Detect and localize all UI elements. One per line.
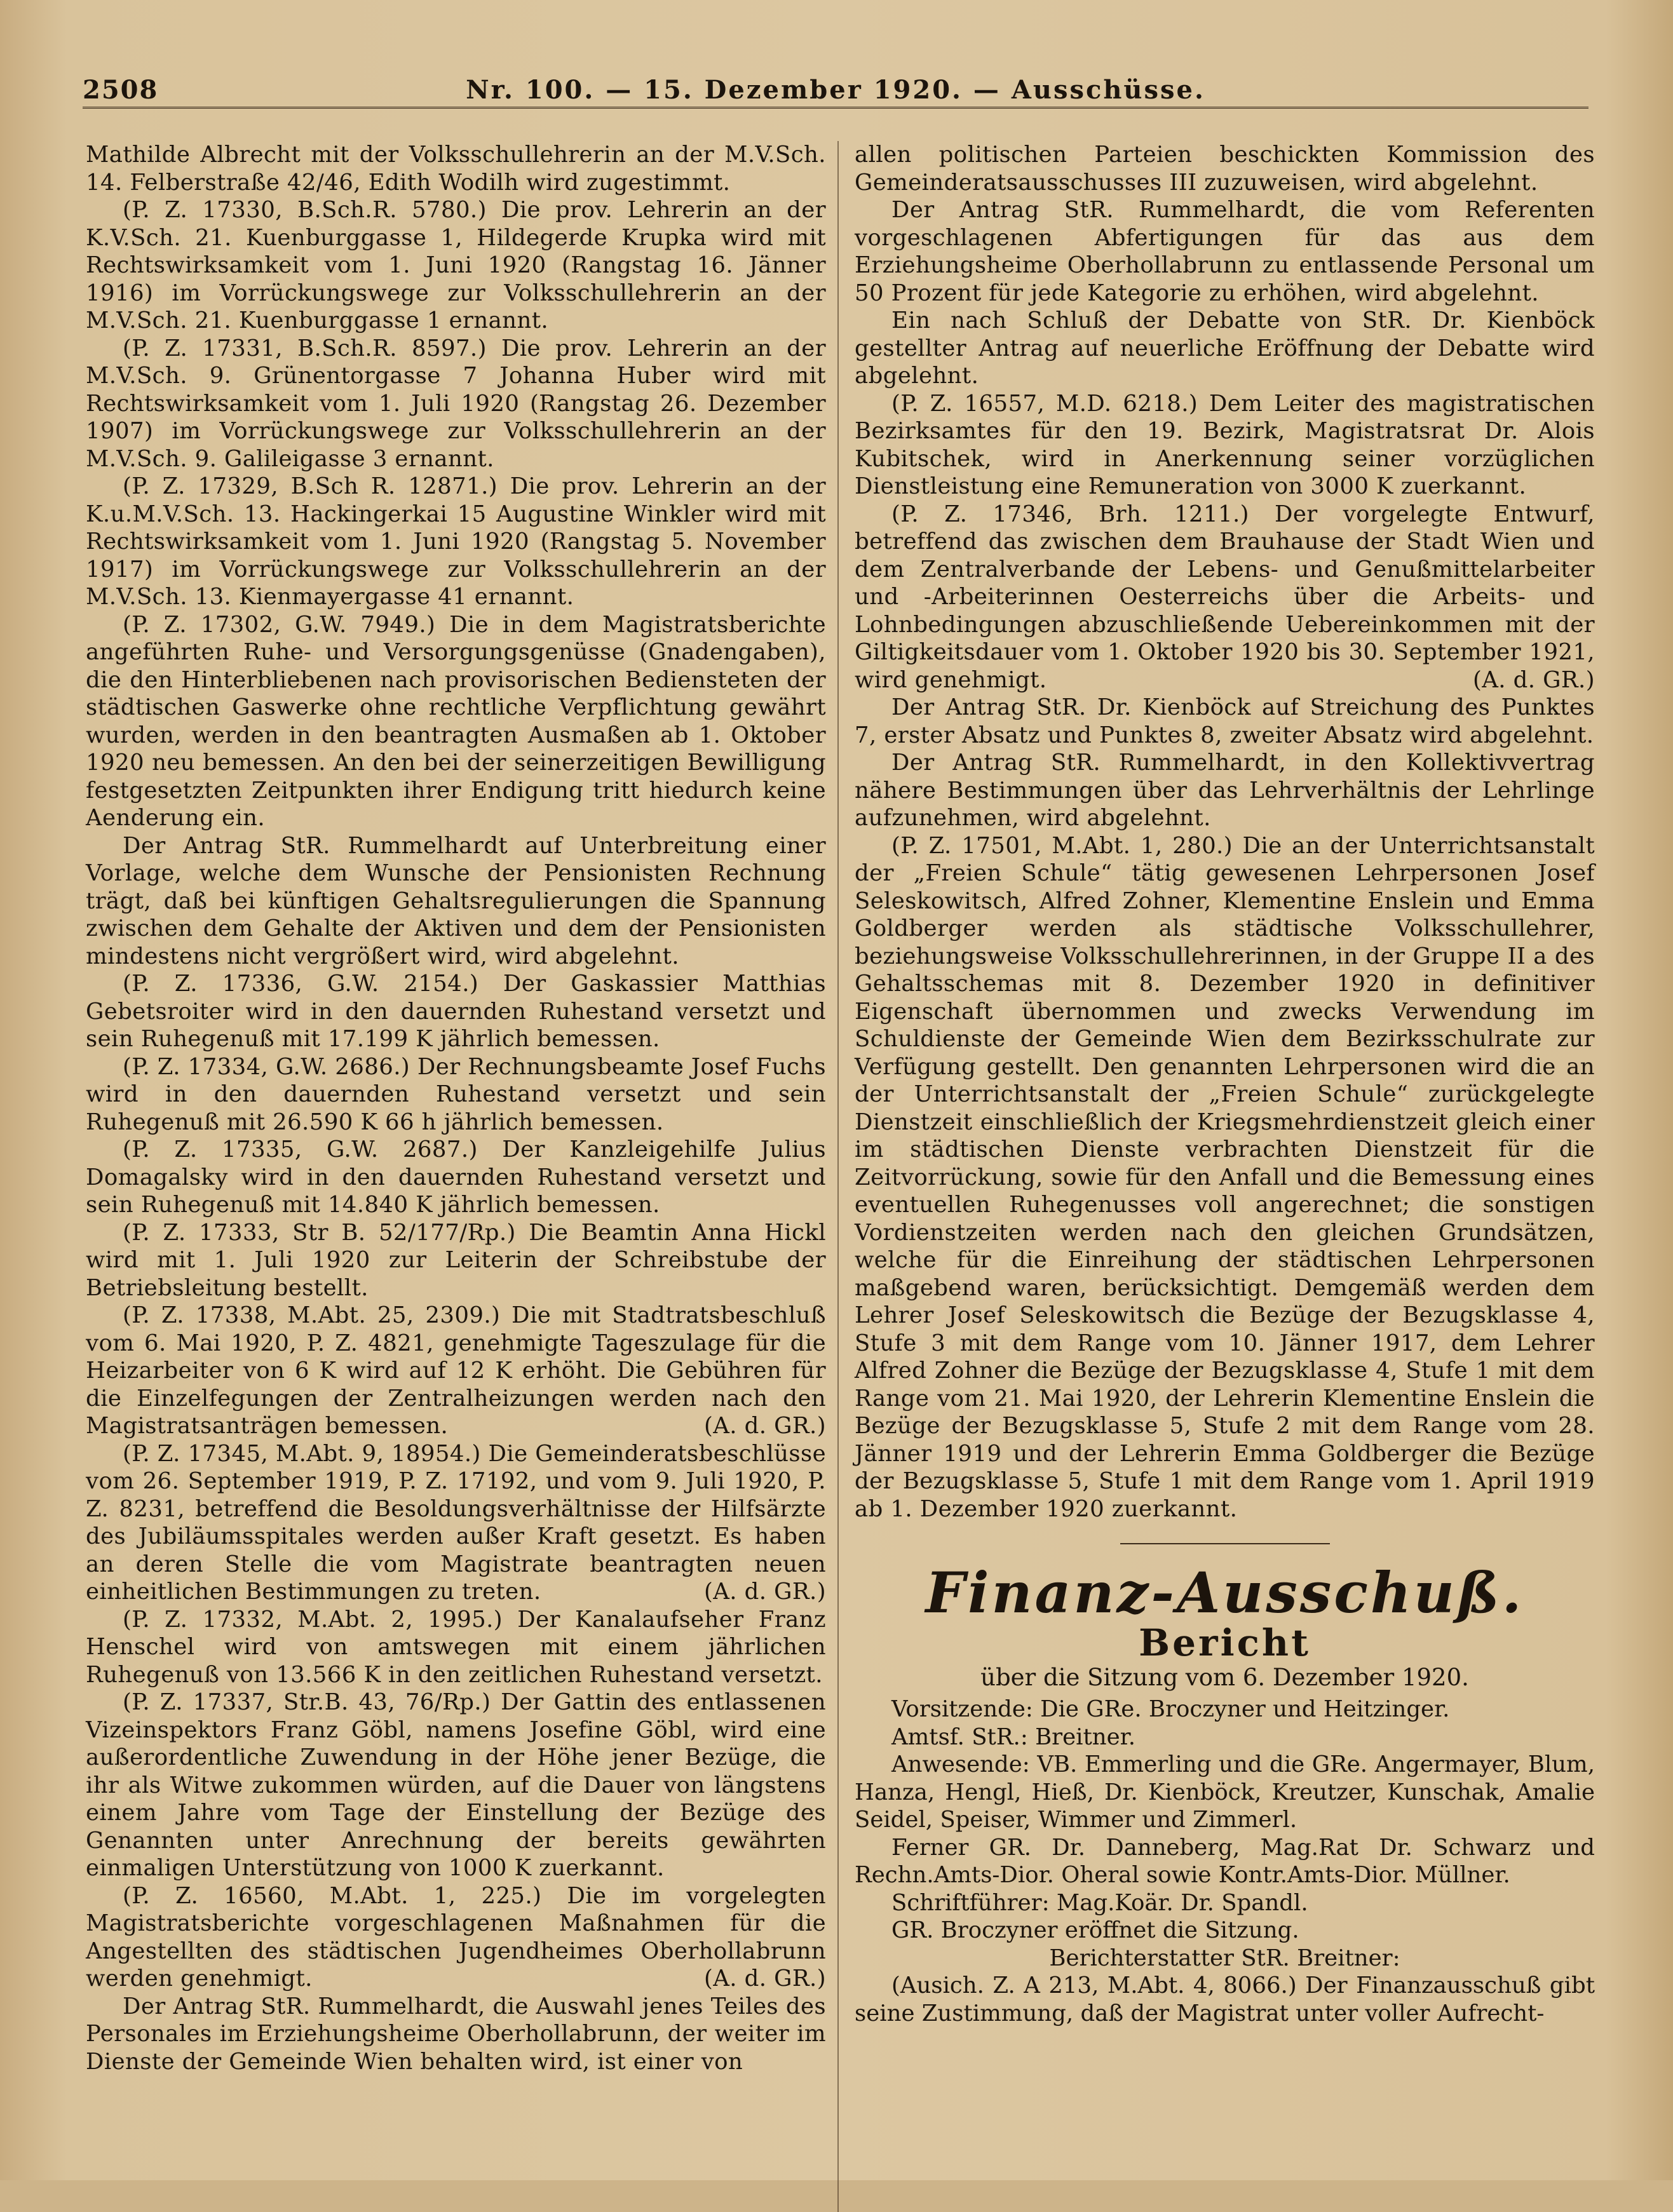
paragraph: (P. Z. 17335, G.W. 2687.) Der Kanzleigehilfe Julius Domagalsky wird in den dauernden Ruhestand versetzt und sein Ruhegenuß mit 14.840 K jährlich bemessen. [86,1136,826,1218]
reporter-line: Berichterstatter StR. Breitner: [1049,1945,1400,1971]
secretary-line: Schriftführer: Mag.Koär. Dr. Spandl. [891,1889,1308,1916]
paragraph: Der Antrag StR. Rummelhardt auf Unterbreitung einer Vorlage, welche dem Wunsche der Pensionisten Rechnung trägt, daß bei künftigen Gehaltsregulierungen die Spannung zwischen dem Gehalte der Aktiven und dem der Pensionisten mindestens nicht vergrößert wird, wird abgelehnt. [86,832,826,969]
paragraph: (P. Z. 17302, G.W. 7949.) Die in dem Magistratsberichte angeführten Ruhe- und Versorgungsgenüsse (Gnadengaben), die den Hinterbliebenen nach provisorischen Bediensteten der städtischen Gaswerke ohne rechtliche Verpflichtung gewährt wurden, werden in den beantragten Ausmaßen ab 1. Oktober 1920 neu bemessen. An den bei der seinerzeitigen Bewilligung festgesetzten Zeitpunkten ihrer Endigung tritt hiedurch keine Aenderung ein. [86,611,826,831]
paragraph: (P. Z. 16557, M.D. 6218.) Dem Leiter des magistratischen Bezirksamtes für den 19. Bezirk, Magistratsrat Dr. Alois Kubitschek, wird in Anerkennung seiner vorzüglichen Dienstleistung eine Remuneration von 3000 K zuerkannt. [855,390,1595,499]
section-subtitle: Bericht [1139,1621,1311,1664]
paragraph: Ein nach Schluß der Debatte von StR. Dr. Kienböck gestellter Antrag auf neuerliche Eröffnung der Debatte wird abgelehnt. [855,307,1595,389]
right-column [855,141,1595,2027]
paragraph-text: (P. Z. 17345, M.Abt. 9, 18954.) Die Gemeinderatsbeschlüsse vom 26. September 1919, P. Z. 17192, und vom 9. Juli 1920, P. Z. 8231, betreffend die Besoldungsverhältnisse der Hilfsärzte des Jubiläumsspitales werden außer Kraft gesetzt. Es haben an deren Stelle die vom Magistrate beantragten neuen einheitlichen Bestimmungen zu treten. [86,1440,826,1605]
paragraph: Der Antrag StR. Rummelhardt, die Auswahl jenes Teiles des Personales im Erziehungsheime Oberhollabrunn, der weiter im Dienste der Gemeinde Wien behalten wird, ist einer von [86,1993,826,2075]
paragraph: (P. Z. 17337, Str.B. 43, 76/Rp.) Der Gattin des entlassenen Vizeinspektors Franz Göbl, namens Josefine Göbl, wird eine außerordentliche Zuwendung in der Höhe jener Bezüge, die ihr als Witwe zukommen würden, auf die Dauer von längstens einem Jahre vom Tage der Einstellung der Bezüge des Genannten unter Anrechnung der bereits gewährten einmaligen Unterstützung von 1000 K zuerkannt. [86,1689,826,1881]
paragraph [86,1882,826,1993]
signature-mark: (A. d. GR.) [1473,666,1595,693]
section-divider [1120,1543,1330,1544]
paragraph: (P. Z. 17333, Str B. 52/177/Rp.) Die Beamtin Anna Hickl wird mit 1. Juli 1920 zur Leiterin der Schreibstube der Betriebsleitung bestellt. [86,1219,826,1301]
signature-mark: (A. d. GR.) [704,1413,826,1439]
left-column [86,141,826,2075]
paragraph: allen politischen Parteien beschickten Kommission des Gemeinderatsausschusses III zuzuweisen, wird abgelehnt. [855,142,1595,196]
paragraph: Der Antrag StR. Dr. Kienböck auf Streichung des Punktes 7, erster Absatz und Punktes 8, zweiter Absatz wird abgelehnt. [855,694,1595,748]
paragraph: (P. Z. 17336, G.W. 2154.) Der Gaskassier Matthias Gebetsroiter wird in den dauernden Ruhestand versetzt und sein Ruhegenuß mit 17.199 K jährlich bemessen. [86,971,826,1052]
signature-mark: (A. d. GR.) [704,1966,826,1992]
paragraph [86,1440,826,1606]
paragraph: Mathilde Albrecht mit der Volksschullehrerin an der M.V.Sch. 14. Felberstraße 42/46, Edith Wodilh wird zugestimmt. [86,142,826,196]
official-line: Amtsf. StR.: Breitner. [891,1723,1135,1750]
paragraph: (P. Z. 17329, B.Sch R. 12871.) Die prov. Lehrerin an der K.u.M.V.Sch. 13. Hackingerkai 15 Augustine Winkler wird mit Rechtswirksamkeit vom 1. Juni 1920 (Rangstag 5. November 1917) im Vorrückungswege zur Volksschullehrerin an der M.V.Sch. 13. Kienmayergasse 41 ernannt. [86,473,826,610]
paragraph: Der Antrag StR. Rummelhardt, in den Kollektivvertrag nähere Bestimmungen über das Lehrverhältnis der Lehrlinge aufzunehmen, wird abgelehnt. [855,750,1595,831]
paragraph: (P. Z. 17332, M.Abt. 2, 1995.) Der Kanalaufseher Franz Henschel wird von amtswegen mit einem jährlichen Ruhegenuß von 13.566 K in den zeitlichen Ruhestand versetzt. [86,1606,826,1688]
column-divider [837,141,839,2212]
paragraph: Der Antrag StR. Rummelhardt, die vom Referenten vorgeschlagenen Abfertigungen für das aus dem Erziehungsheime Oberhollabrunn zu entlassende Personal um 50 Prozent für jede Kategorie zu erhöhen, wird abgelehnt. [855,197,1595,306]
header-rule [83,107,1588,111]
paragraph-text: (P. Z. 17346, Brh. 1211.) Der vorgelegte Entwurf, betreffend das zwischen dem Brauhause der Stadt Wien und dem Zentralverbande der Lebens- und Genußmittelarbeiter und -Arbeiterinnen Oesterreichs über die Arbeits- und Lohnbedingungen abzuschließende Uebereinkommen mit der Giltigkeitsdauer vom 1. Oktober 1920 bis 30. September 1921, wird genehmigt. [855,501,1595,693]
first-item: (Ausich. Z. A 213, M.Abt. 4, 8066.) Der Finanzausschuß gibt seine Zustimmung, daß der Magistrat unter voller Aufrecht- [855,1973,1595,2027]
section-title: Finanz-Ausschuß. [925,1560,1524,1626]
session-date: über die Sitzung vom 6. Dezember 1920. [980,1664,1469,1691]
finance-committee-section [855,1562,1595,2027]
page-number: 2508 [83,75,159,105]
chair-line: Vorsitzende: Die GRe. Broczyner und Heitzinger. [891,1696,1450,1722]
others-line: Ferner GR. Dr. Danneberg, Mag.Rat Dr. Schwarz und Rechn.Amts-Dior. Oheral sowie Kontr.Amts-Dior. Müllner. [855,1834,1595,1888]
paragraph: (P. Z. 17334, G.W. 2686.) Der Rechnungsbeamte Josef Fuchs wird in den dauernden Ruhestand versetzt und sein Ruhegenuß mit 26.590 K 66 h jährlich bemessen. [86,1053,826,1135]
paragraph: (P. Z. 17501, M.Abt. 1, 280.) Die an der Unterrichtsanstalt der „Freien Schule“ tätig gewesenen Lehrpersonen Josef Seleskowitsch, Alfred Zohner, Klementine Enslein und Emma Goldberger werden als städtische Volksschullehrer, beziehungsweise Volksschullehrerinnen, in der Gruppe II a des Gehaltsschemas mit 8. Dezember 1920 in definitiver Eigenschaft übernommen und zwecks Verwendung im Schuldienste der Gemeinde Wien dem Bezirksschulrate zur Verfügung gestellt. Den genannten Lehrpersonen wird die an der Unterrichtsanstalt der „Freien Schule“ zurückgelegte Dienstzeit einschließlich der Kriegsmehrdienstzeit gleich einer im städtischen Dienste verbrachten Dienstzeit für die Zeitvorrückung, sowie für den Anfall und die Bemessung eines eventuellen Ruhegenusses voll angerechnet; die sonstigen Vordienstzeiten werden nach den gleichen Grundsätzen, welche für die Einreihung der städtischen Lehrpersonen maßgebend waren, berücksichtigt. Demgemäß werden dem Lehrer Josef Seleskowitsch die Bezüge der Bezugsklasse 4, Stufe 3 mit dem Range vom 10. Jänner 1917, dem Lehrer Alfred Zohner die Bezüge der Bezugsklasse 4, Stufe 1 mit dem Range vom 21. Mai 1920, der Lehrerin Klementine Enslein die Bezüge der Bezugsklasse 5, Stufe 2 mit dem Range vom 28. Jänner 1919 und der Lehrerin Emma Goldberger die Bezüge der Bezugsklasse 5, Stufe 1 mit dem Range vom 1. April 1919 ab 1. Dezember 1920 zuerkannt. [855,832,1595,1522]
paragraph [855,501,1595,694]
paragraph-text: (P. Z. 17338, M.Abt. 25, 2309.) Die mit Stadtratsbeschluß vom 6. Mai 1920, P. Z. 4821, genehmigte Tageszulage für die Heizarbeiter von 6 K wird auf 12 K erhöht. Die Gebühren für die Einzelfegungen der Zentralheizungen werden nach den Magistratsanträgen bemessen. [86,1302,826,1439]
paragraph [86,1302,826,1440]
attendees-line: Anwesende: VB. Emmerling und die GRe. Angermayer, Blum, Hanza, Hengl, Hieß, Dr. Kienböck, Kreutzer, Kunschak, Amalie Seidel, Speiser, Wimmer und Zimmerl. [855,1751,1595,1833]
paragraph-text: (P. Z. 16560, M.Abt. 1, 225.) Die im vorgelegten Magistratsberichte vorgeschlagenen Maßnahmen für die Angestellten des städtischen Jugendheimes Oberhollabrunn werden genehmigt. [86,1882,826,1992]
running-head: Nr. 100. — 15. Dezember 1920. — Ausschüsse. [466,75,1205,105]
paragraph: (P. Z. 17331, B.Sch.R. 8597.) Die prov. Lehrerin an der M.V.Sch. 9. Grünentorgasse 7 Johanna Huber wird mit Rechtswirksamkeit vom 1. Juli 1920 (Rangstag 26. Dezember 1907) im Vorrückungswege zur Volksschullehrerin an der M.V.Sch. 9. Galileigasse 3 ernannt. [86,335,826,472]
signature-mark: (A. d. GR.) [704,1579,826,1605]
opening-line: GR. Broczyner eröffnet die Sitzung. [891,1917,1299,1943]
paragraph: (P. Z. 17330, B.Sch.R. 5780.) Die prov. Lehrerin an der K.V.Sch. 21. Kuenburggasse 1, Hildegerde Krupka wird mit Rechtswirksamkeit vom 1. Juni 1920 (Rangstag 16. Jänner 1916) im Vorrückungswege zur Volksschullehrerin an der M.V.Sch. 21. Kuenburggasse 1 ernannt. [86,197,826,334]
